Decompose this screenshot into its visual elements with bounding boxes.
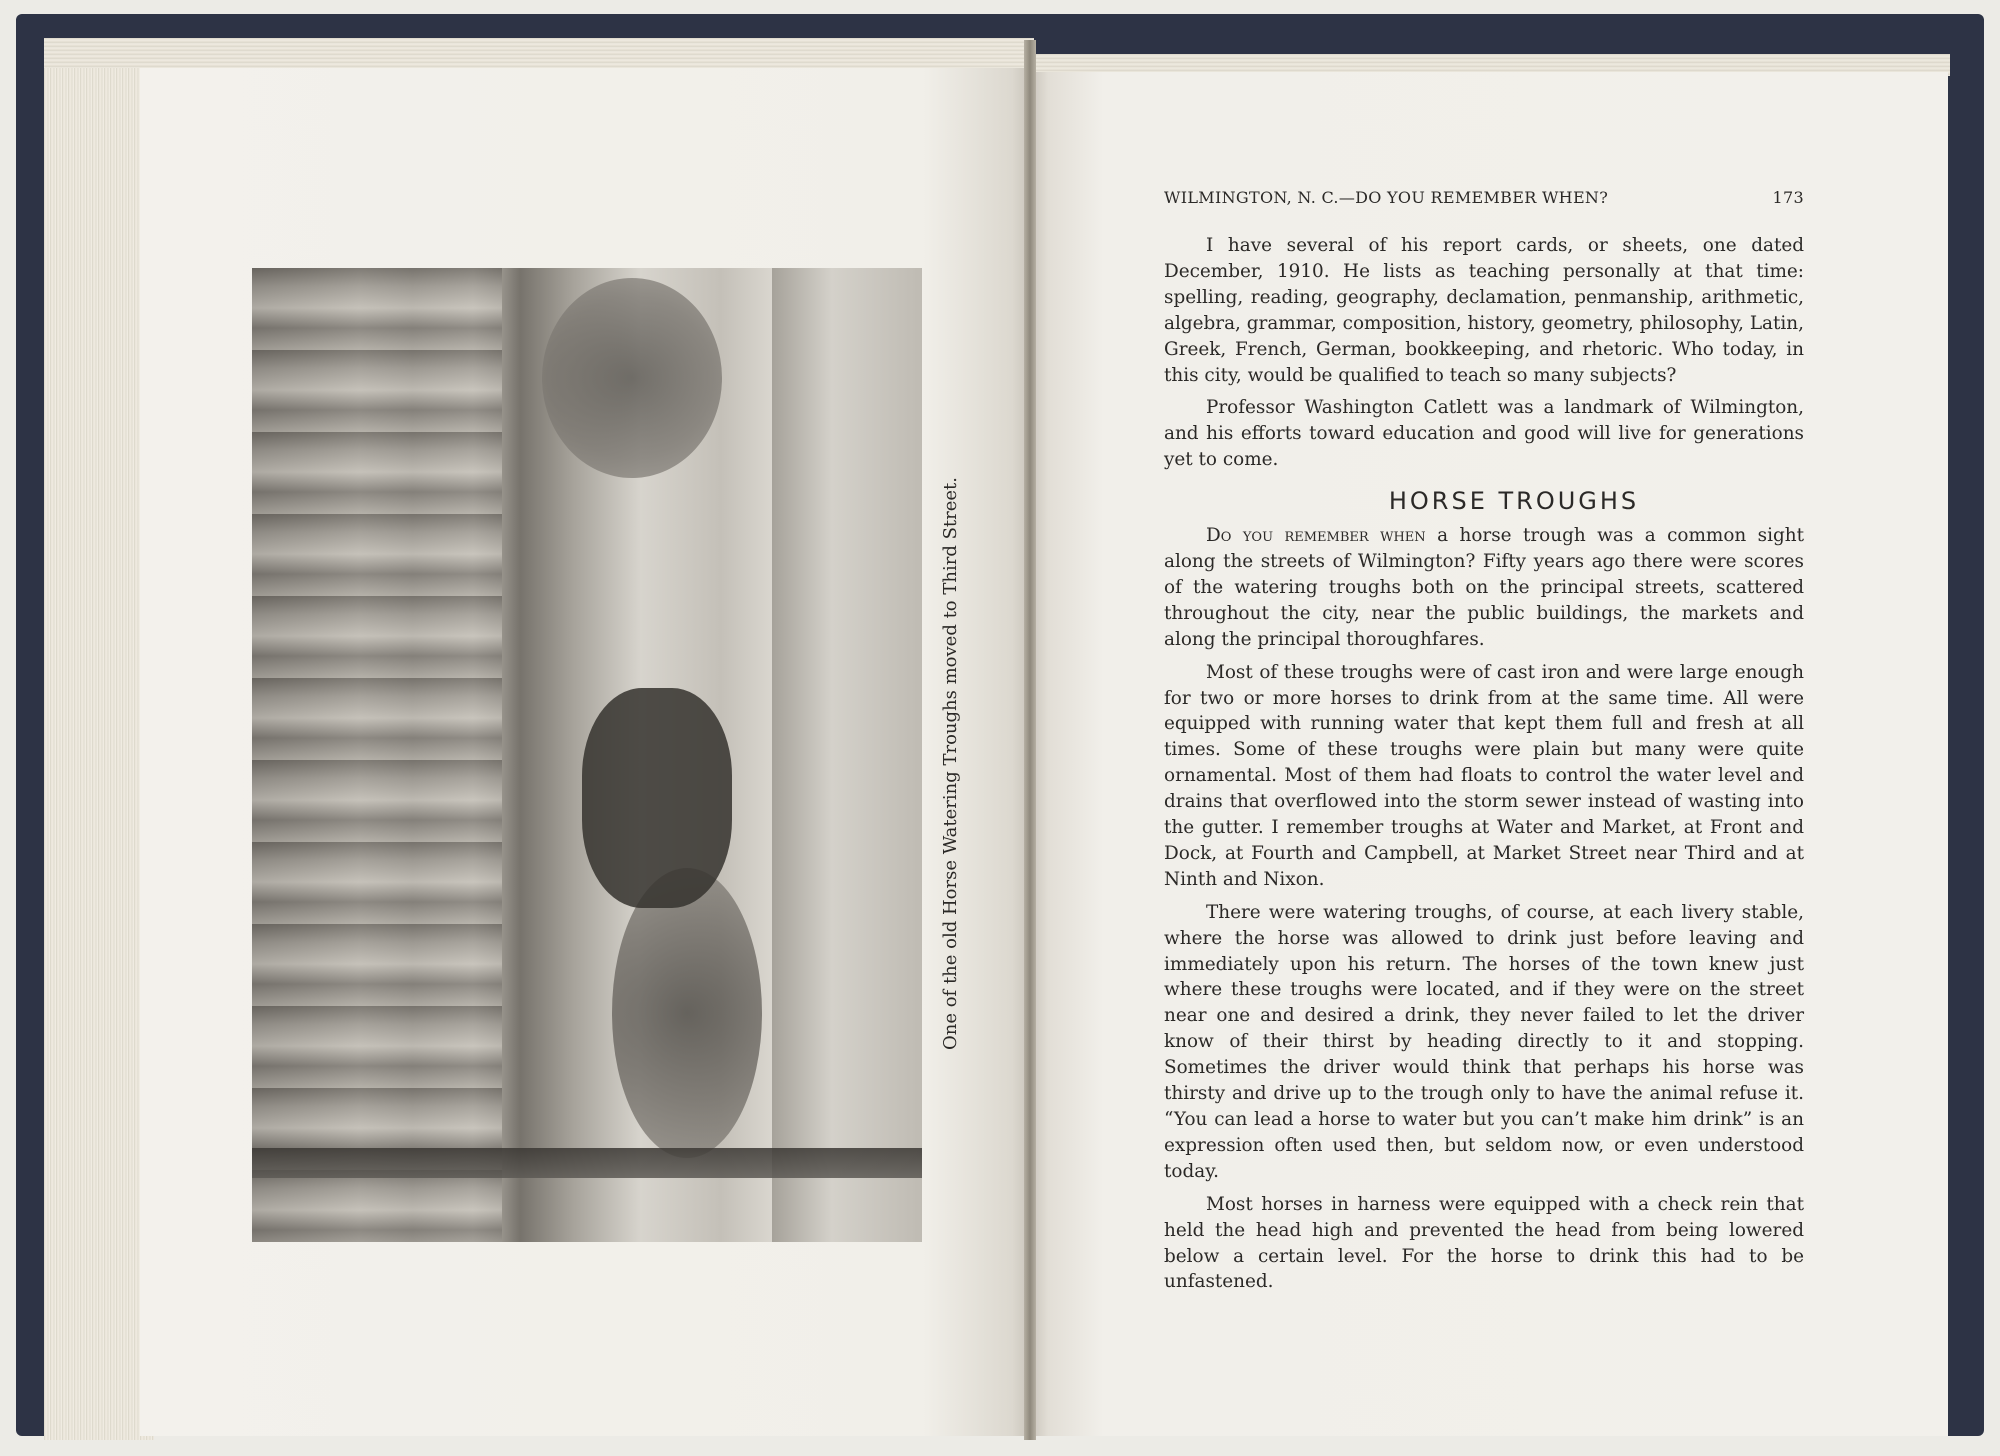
photo-trough <box>582 688 732 908</box>
photo-shrub <box>612 868 762 1158</box>
book-gutter <box>1024 40 1036 1440</box>
photo-tree-trunk <box>252 1148 922 1178</box>
paragraph: There were watering troughs, of course, at each livery stable, where the horse was allowed to drink just before leaving and immediately upon his return. The horses of the town knew just where these troughs were located, and if they were on the street near one and desired a drink, they never failed to let the driver know of their thirst by heading directly to it and stopping. Sometimes the driver would think that perhaps his horse was thirsty and drive up to the trough only to have the animal refuse it. “You can lead a horse to water but you can’t make him drink” is an expression often used then, but seldom now, or even understood today. <box>1164 901 1804 1182</box>
paragraph <box>1164 523 1804 653</box>
page-edges-top <box>44 38 1034 68</box>
photo-shrub <box>542 278 722 478</box>
paragraph: Professor Washington Catlett was a landmark of Wilmington, and his efforts toward education and good will live for generations yet to come. <box>1164 397 1804 471</box>
section-heading: HORSE TROUGHS <box>1388 487 1640 516</box>
page-edges <box>44 40 154 1440</box>
paragraph-lead: Do you remember when <box>1206 525 1426 547</box>
page-number: 173 <box>1772 188 1804 207</box>
horse-trough-photo <box>252 268 922 1242</box>
photo-caption: One of the old Horse Watering Troughs moved to Third Street. <box>940 477 961 1050</box>
photo-house <box>252 268 502 1242</box>
body-text <box>1164 233 1804 1302</box>
paragraph: Most horses in harness were equipped with a check rein that held the head high and prevented the head from being lowered below a certain level. For the horse to drink this had to be unfastened. <box>1164 1193 1804 1293</box>
running-head-title: WILMINGTON, N. C.—DO YOU REMEMBER WHEN? <box>1164 188 1609 207</box>
paragraph: Most of these troughs were of cast iron and were large enough for two or more horses to drink from at the same time. All were equipped with running water that kept them full and fresh at all times. Some of these troughs were plain but many were quite ornamental. Most of them had floats to control the water level and drains that overflowed into the storm sewer instead of wasting into the gutter. I remember troughs at Water and Market, at Front and Dock, at Fourth and Campbell, at Market Street near Third and at Ninth and Nixon. <box>1164 661 1804 890</box>
running-head <box>1164 188 1804 207</box>
photo-street <box>772 268 922 1242</box>
paragraph: I have several of his report cards, or sheets, one dated December, 1910. He lists as teaching personally at that time: spelling, reading, geography, declamation, penmanship, arithmetic, algebra, grammar, composition, history, geometry, philosophy, Latin, Greek, French, German, bookkeeping, and rhetoric. Who today, in this city, would be qualified to teach so many subjects? <box>1164 235 1804 386</box>
paragraph-rest: a horse trough was a common sight along the streets of Wilmington? Fifty years ago there were scores of the watering troughs both on the principal streets, scattered throughout the city, near the public buildings, the markets and along the principal thoroughfares. <box>1164 525 1805 650</box>
